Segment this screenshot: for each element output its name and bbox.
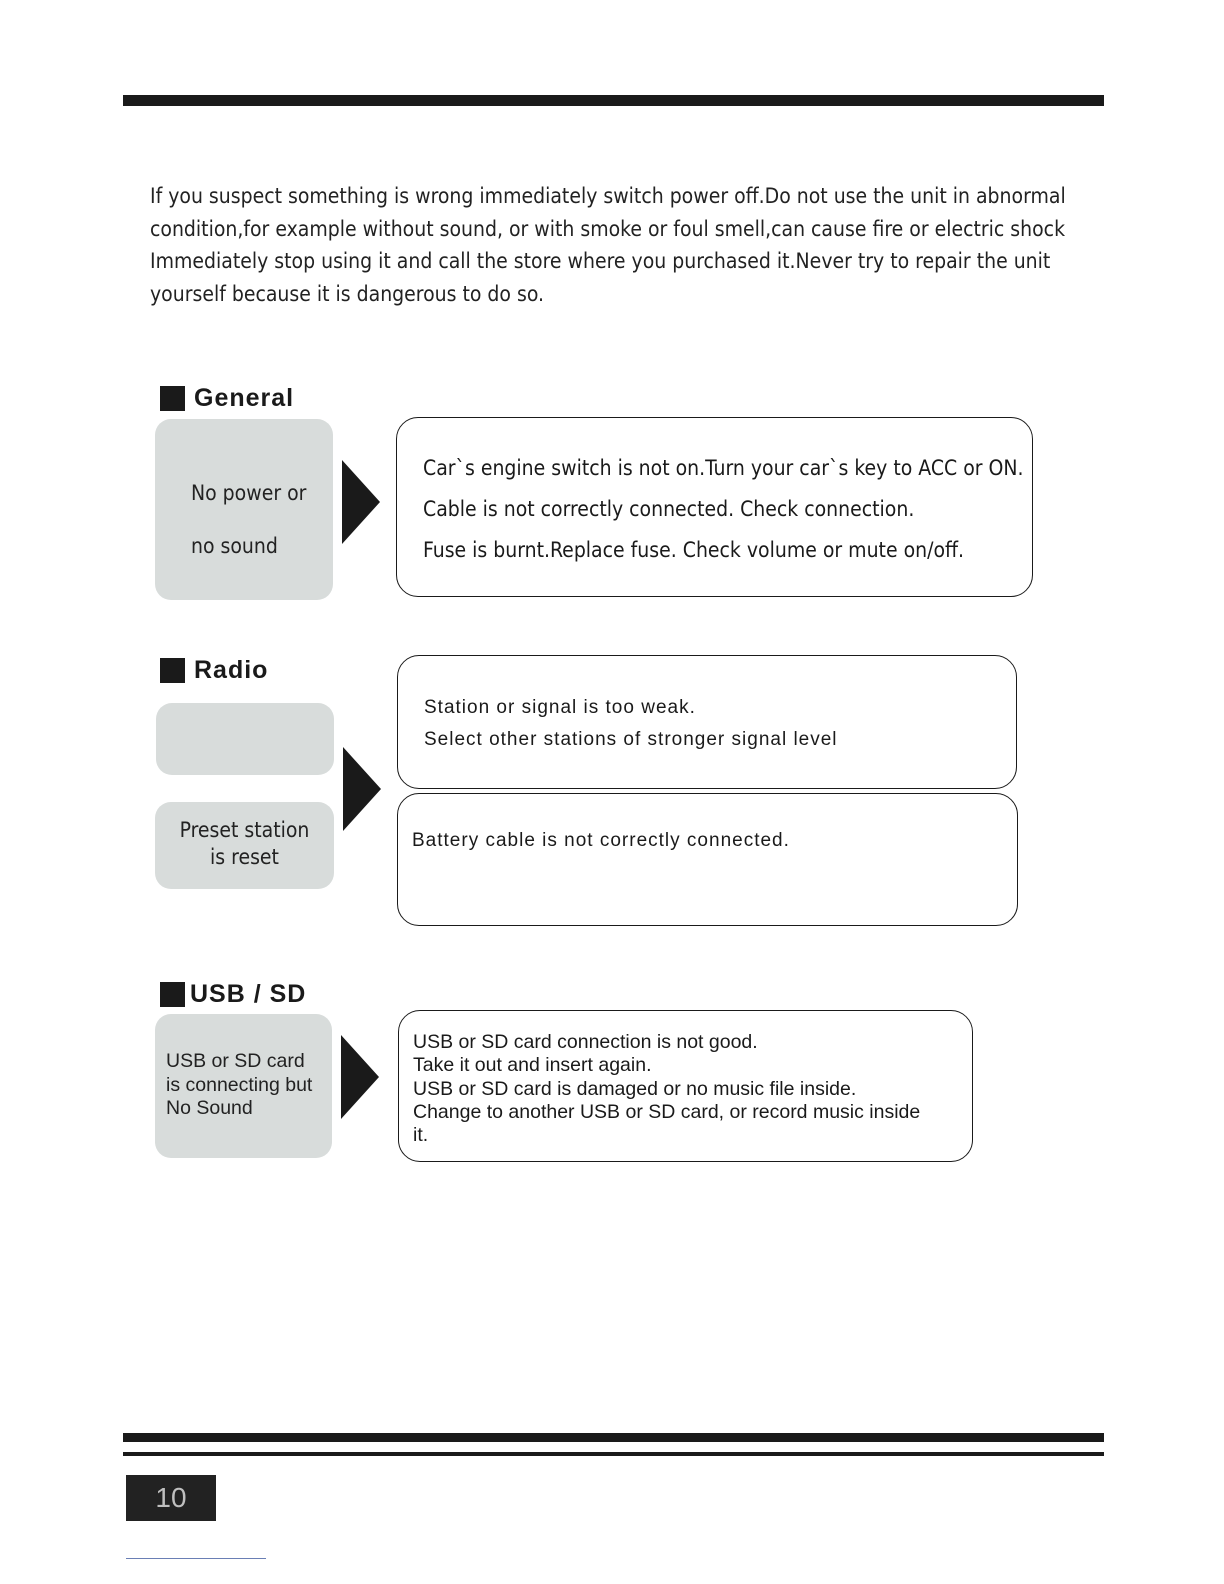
intro-line: Immediately stop using it and call the store where you purchased it.Never try to repair the unit <box>150 249 1051 273</box>
footer-link-underline <box>126 1558 266 1559</box>
section-title-text: Radio <box>194 656 269 684</box>
solution-box-general <box>396 417 1033 597</box>
symptom-box-radio-preset <box>155 802 334 889</box>
intro-paragraph <box>150 180 1066 310</box>
solution-line: USB or SD card is damaged or no music file inside. <box>413 1077 857 1100</box>
square-bullet-icon <box>160 658 185 683</box>
square-bullet-icon <box>160 386 185 411</box>
symptom-line: is connecting but <box>166 1073 313 1096</box>
arrow-right-icon <box>341 1035 379 1119</box>
solution-line: Change to another USB or SD card, or record music inside <box>413 1100 921 1123</box>
solution-box-radio-battery <box>397 793 1018 926</box>
solution-line: Take it out and insert again. <box>413 1054 652 1077</box>
symptom-line: no sound <box>191 534 278 558</box>
section-title-general <box>160 384 294 413</box>
top-rule <box>123 95 1104 106</box>
bottom-rule-thin <box>123 1452 1104 1456</box>
solution-line: Car`s engine switch is not on.Turn your car`s key to ACC or ON. <box>423 456 1024 480</box>
symptom-box-usb <box>155 1014 332 1158</box>
intro-line: If you suspect something is wrong immediately switch power off.Do not use the unit in abnormal <box>150 184 1066 208</box>
solution-line: USB or SD card connection is not good. <box>413 1031 758 1053</box>
section-title-text: USB / SD <box>190 980 307 1008</box>
square-bullet-icon <box>160 982 185 1007</box>
arrow-right-icon <box>343 747 381 831</box>
solution-box-radio-signal <box>397 655 1017 789</box>
symptom-line: No Sound <box>166 1097 253 1119</box>
solution-line: Select other stations of stronger signal level <box>424 729 838 750</box>
intro-line: yourself because it is dangerous to do so. <box>150 281 545 306</box>
solution-line: Fuse is burnt.Replace fuse. Check volume or mute on/off. <box>423 538 965 562</box>
symptom-line: No power or <box>191 481 307 505</box>
section-title-usb-sd <box>160 980 306 1009</box>
arrow-right-icon <box>342 460 380 544</box>
symptom-line: is reset <box>210 845 279 869</box>
symptom-box-general <box>155 419 333 600</box>
section-title-radio <box>160 656 268 685</box>
solution-line: it. <box>413 1124 429 1147</box>
page-number: 10 <box>126 1475 216 1521</box>
symptom-box-radio-empty <box>156 703 334 775</box>
solution-line: Station or signal is too weak. <box>424 697 696 718</box>
symptom-line: USB or SD card <box>166 1050 305 1072</box>
intro-line: condition,for example without sound, or with smoke or foul smell,can cause fire or electric shock <box>150 216 1066 241</box>
symptom-line: Preset station <box>179 818 310 842</box>
solution-line: Cable is not correctly connected. Check connection. <box>423 497 915 521</box>
solution-line: Battery cable is not correctly connected. <box>412 830 790 851</box>
solution-box-usb <box>398 1010 973 1162</box>
section-title-text: General <box>194 384 295 412</box>
bottom-rule-thick <box>123 1433 1104 1442</box>
